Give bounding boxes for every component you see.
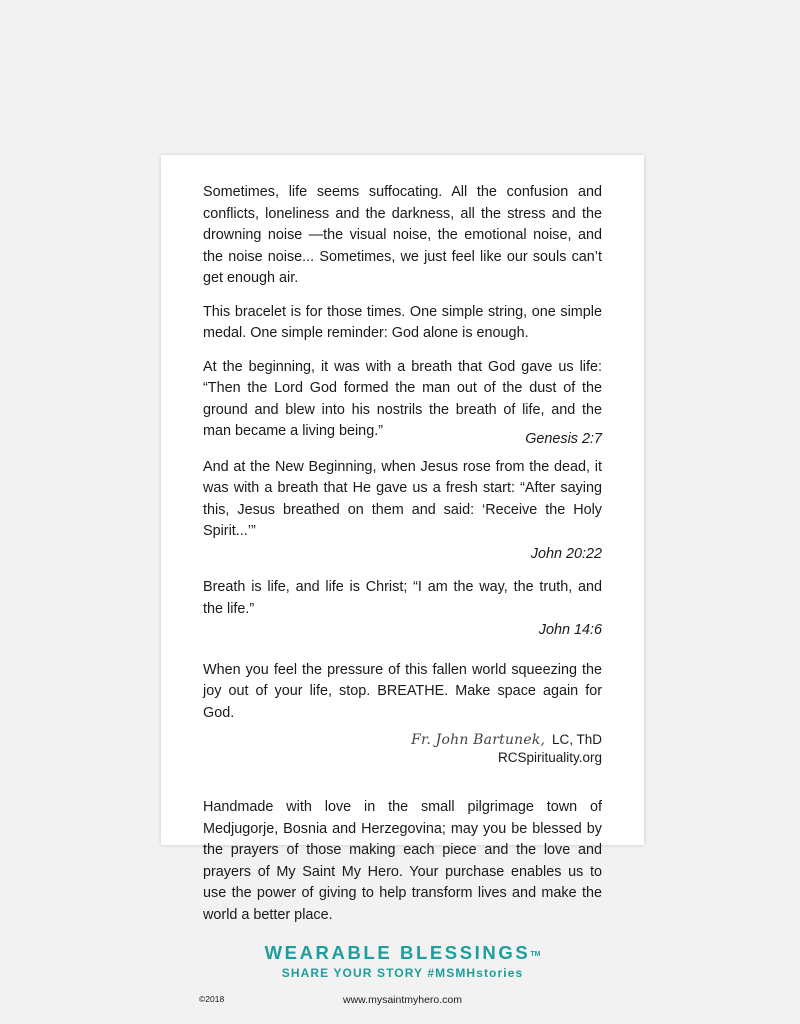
citation-john-20-22: John 20:22 [530, 545, 602, 562]
signature-title: LC, ThD [551, 732, 602, 747]
brand-title-text: WEARABLE BLESSINGS [264, 942, 531, 963]
card-footer [199, 994, 602, 1010]
brand-block [203, 942, 602, 981]
brand-tagline: SHARE YOUR STORY #MSMHstories [281, 966, 524, 980]
copyright: ©2018 [199, 994, 225, 1004]
signature-site: RCSpirituality.org [497, 750, 602, 765]
paragraph-breathe: When you feel the pressure of this fallen world squeezing the joy out of your life, stop. BREATHE. Make space again for God. [203, 661, 602, 721]
prayer-card [161, 155, 644, 1006]
signature-line [203, 730, 602, 750]
signature-block [203, 730, 602, 767]
trademark-mark: TM [530, 951, 541, 958]
paragraph-handmade: Handmade with love in the small pilgrimage town of Medjugorje, Bosnia and Herzegovina; may you be blessed by the prayers of those making each piece and the love and prayers of My Saint My Hero. Your purchase enables us to use the power of giving to help transform lives and make the world a better place. [203, 799, 602, 923]
website-url: www.mysaintmyhero.com [342, 994, 463, 1006]
signature-script: Fr. John Bartunek, [411, 732, 546, 748]
citation-john-14-6: John 14:6 [538, 622, 602, 638]
paragraph-christ: Breath is life, and life is Christ; “I am the way, the truth, and the life.” [203, 579, 602, 617]
paragraph-genesis-text: At the beginning, it was with a breath that God gave us life: “Then the Lord God formed the man out of the dust of the ground and blew into his nostrils the breath of life, and the man became a living being.” [203, 358, 602, 439]
paragraph-genesis [203, 357, 602, 447]
citation-genesis: Genesis 2:7 [525, 431, 602, 447]
brand-title [265, 942, 541, 964]
paragraph-suffocating: Sometimes, life seems suffocating. All the confusion and conflicts, loneliness and the darkness, all the stress and the drowning noise —the visual noise, the emotional noise, and the noise noise... Sometimes, we just feel like our souls can’t get enough air. [203, 184, 602, 286]
paragraph-bracelet: This bracelet is for those times. One simple string, one simple medal. One simple reminder: God alone is enough. [203, 303, 602, 341]
paragraph-new-beginning: And at the New Beginning, when Jesus rose from the dead, it was with a breath that He gave us a fresh start: “After saying this, Jesus breathed on them and said: ‘Receive the Holy Spirit...’” [203, 458, 602, 539]
